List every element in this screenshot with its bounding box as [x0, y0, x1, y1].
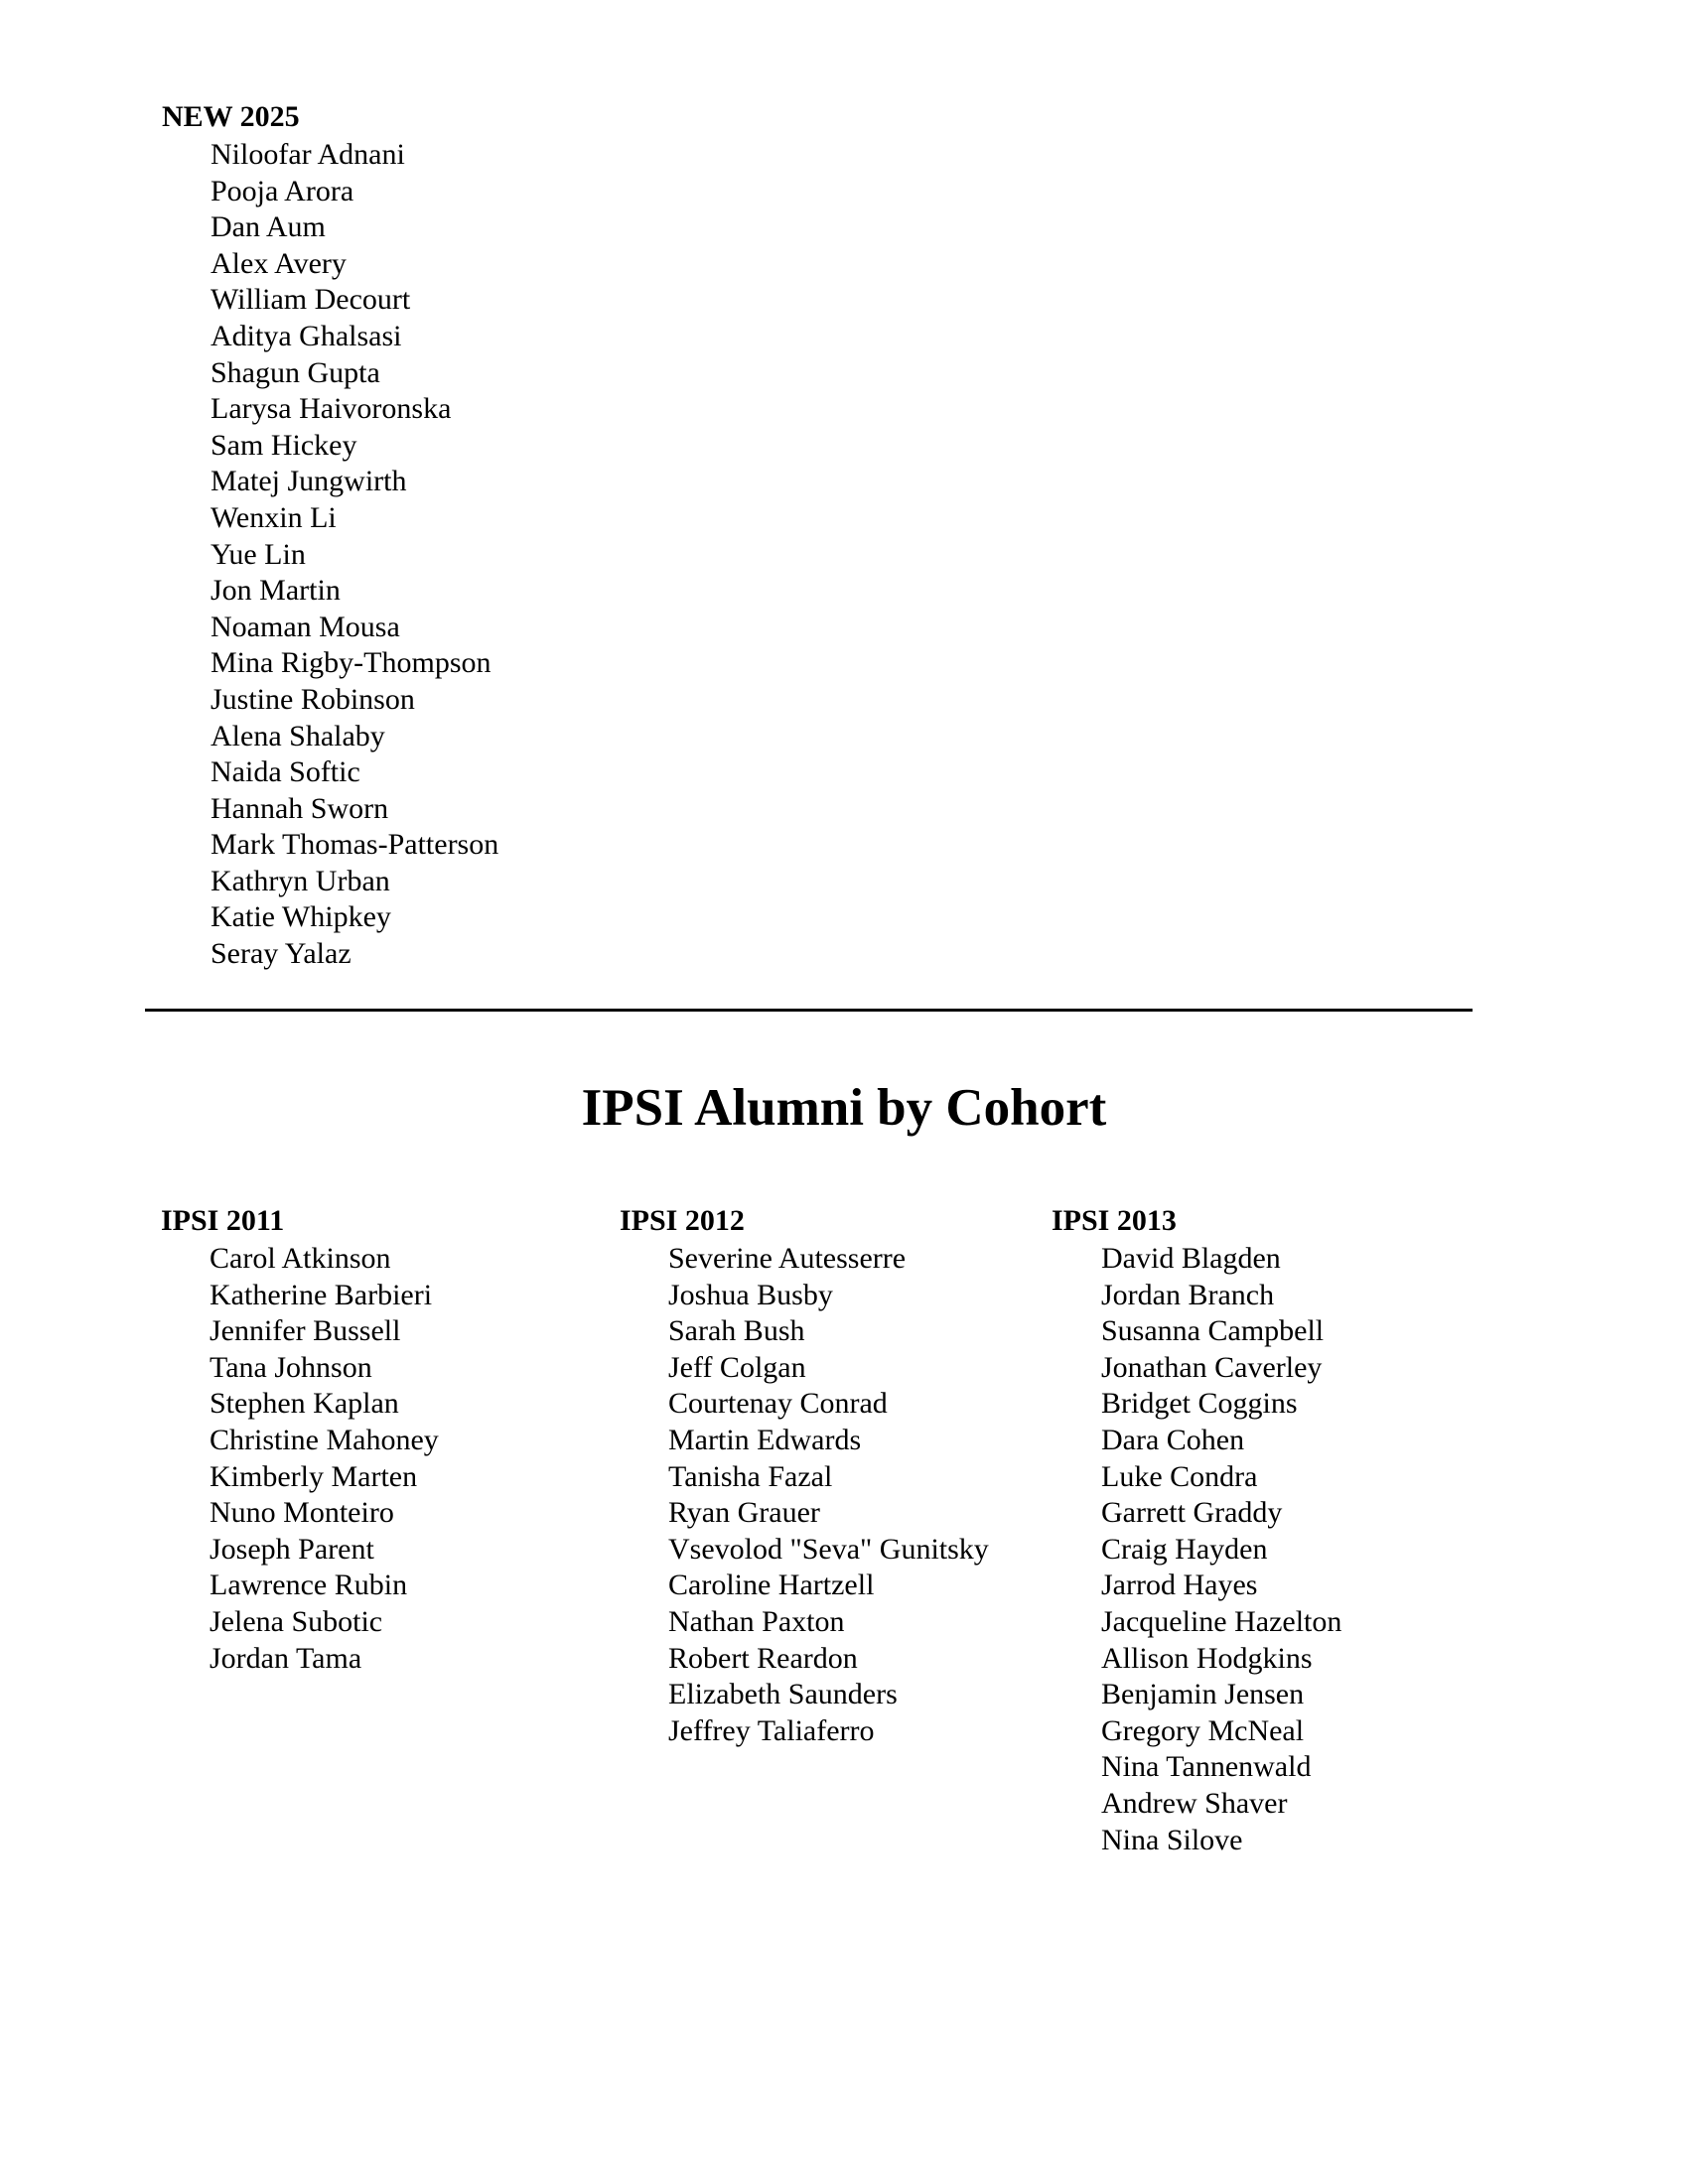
person-name: Jennifer Bussell — [210, 1314, 401, 1348]
person-name: Benjamin Jensen — [1101, 1678, 1305, 1711]
person-name: Shagun Gupta — [211, 355, 380, 389]
person-name: Sarah Bush — [668, 1314, 805, 1348]
cohort-name-list-2011 — [210, 1241, 439, 1677]
person-name: Allison Hodgkins — [1101, 1641, 1313, 1675]
person-name: Ryan Grauer — [668, 1496, 820, 1530]
person-name: Nathan Paxton — [668, 1604, 845, 1638]
person-name: Aditya Ghalsasi — [211, 319, 402, 352]
new-cohort-heading: NEW 2025 — [162, 100, 300, 133]
person-name: Alex Avery — [211, 246, 347, 280]
person-name: Jacqueline Hazelton — [1101, 1604, 1342, 1638]
person-name: Christine Mahoney — [210, 1423, 439, 1456]
person-name: Courtenay Conrad — [668, 1387, 888, 1421]
person-name: Andrew Shaver — [1101, 1786, 1288, 1820]
person-name: Jordan Branch — [1101, 1278, 1275, 1311]
person-name: Dan Aum — [211, 210, 326, 244]
cohort-heading-2011: IPSI 2011 — [161, 1204, 285, 1237]
person-name: Justine Robinson — [211, 682, 415, 716]
person-name: Jordan Tama — [210, 1641, 362, 1675]
person-name: Craig Hayden — [1101, 1532, 1268, 1566]
person-name: Vsevolod "Seva" Gunitsky — [668, 1532, 989, 1566]
person-name: Larysa Haivoronska — [211, 392, 452, 426]
person-name: Martin Edwards — [668, 1423, 862, 1456]
person-name: Nuno Monteiro — [210, 1496, 394, 1530]
person-name: Stephen Kaplan — [210, 1387, 399, 1421]
cohort-heading-2012: IPSI 2012 — [620, 1204, 745, 1237]
person-name: Katherine Barbieri — [210, 1278, 433, 1311]
person-name: Hannah Sworn — [211, 791, 389, 825]
page-title: IPSI Alumni by Cohort — [581, 1079, 1107, 1137]
person-name: Garrett Graddy — [1101, 1496, 1283, 1530]
person-name: Jeff Colgan — [668, 1350, 806, 1384]
person-name: Caroline Hartzell — [668, 1569, 875, 1602]
person-name: Gregory McNeal — [1101, 1713, 1305, 1747]
person-name: Bridget Coggins — [1101, 1387, 1298, 1421]
cohort-name-list-2013 — [1101, 1241, 1341, 1858]
new-cohort-name-list — [211, 137, 498, 973]
person-name: Wenxin Li — [211, 500, 337, 534]
person-name: Matej Jungwirth — [211, 465, 407, 498]
person-name: Alena Shalaby — [211, 719, 385, 752]
person-name: Jeffrey Taliaferro — [668, 1713, 875, 1747]
cohort-name-list-2012 — [668, 1241, 989, 1749]
person-name: Robert Reardon — [668, 1641, 858, 1675]
person-name: Dara Cohen — [1101, 1423, 1245, 1456]
person-name: Jarrod Hayes — [1101, 1569, 1258, 1602]
person-name: William Decourt — [211, 283, 411, 317]
person-name: Sam Hickey — [211, 428, 357, 462]
person-name: Kimberly Marten — [210, 1459, 418, 1493]
person-name: Luke Condra — [1101, 1459, 1258, 1493]
person-name: Kathryn Urban — [211, 864, 390, 897]
person-name: Jonathan Caverley — [1101, 1350, 1323, 1384]
person-name: Nina Tannenwald — [1101, 1750, 1312, 1784]
person-name: Katie Whipkey — [211, 900, 391, 934]
person-name: Carol Atkinson — [210, 1242, 391, 1275]
section-divider — [145, 1009, 1473, 1012]
person-name: Nina Silove — [1101, 1823, 1243, 1856]
person-name: Joshua Busby — [668, 1278, 833, 1311]
person-name: Naida Softic — [211, 755, 360, 789]
person-name: Niloofar Adnani — [211, 138, 405, 171]
person-name: Yue Lin — [211, 537, 306, 571]
person-name: Tana Johnson — [210, 1350, 372, 1384]
person-name: Lawrence Rubin — [210, 1569, 408, 1602]
person-name: Mina Rigby-Thompson — [211, 646, 492, 680]
person-name: Elizabeth Saunders — [668, 1678, 898, 1711]
person-name: Mark Thomas-Patterson — [211, 828, 499, 862]
person-name: Jon Martin — [211, 574, 341, 608]
person-name: Severine Autesserre — [668, 1242, 907, 1275]
person-name: Susanna Campbell — [1101, 1314, 1325, 1348]
person-name: Tanisha Fazal — [668, 1459, 833, 1493]
person-name: Jelena Subotic — [210, 1604, 383, 1638]
person-name: David Blagden — [1101, 1242, 1281, 1275]
cohort-heading-2013: IPSI 2013 — [1052, 1204, 1177, 1237]
person-name: Seray Yalaz — [211, 937, 352, 971]
person-name: Pooja Arora — [211, 174, 354, 207]
person-name: Noaman Mousa — [211, 610, 400, 643]
person-name: Joseph Parent — [210, 1532, 374, 1566]
